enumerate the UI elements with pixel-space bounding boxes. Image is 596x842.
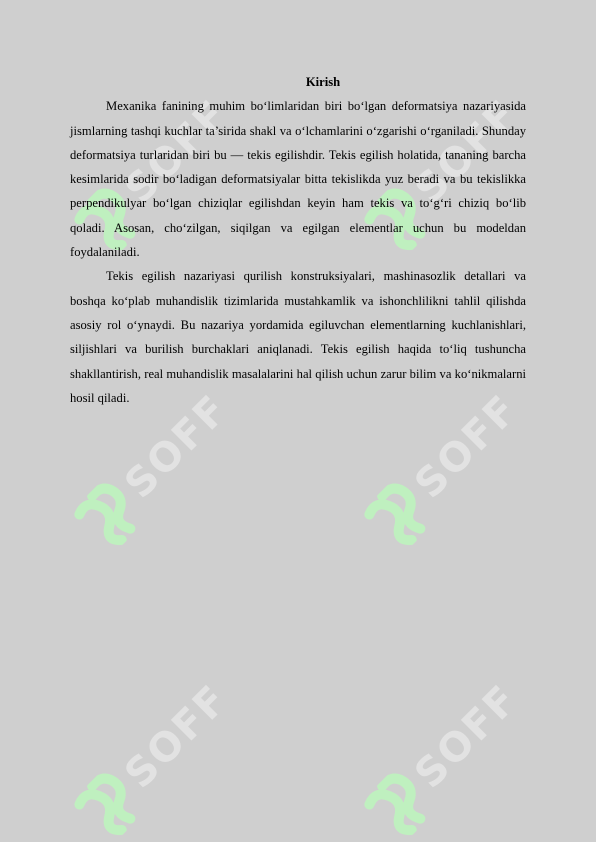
watermark-text: SOFF — [116, 91, 238, 213]
document-body — [70, 70, 526, 410]
paragraph: Mexanika fanining muhim bo‘limlaridan biri bo‘lgan deformatsiya nazariyasida jismlarning tashqi kuchlar ta’sirida shakl va o‘lchamlarini o‘zgarishi o‘rganiladi. Shunday deformatsiya turlaridan biri bu — tekis egilishdir. Tekis egilish holatida, tananing barcha kesimlarida sodir bo‘ladigan deformatsiyalar bitta tekislikda yuz beradi va bu tekislikka perpendikulyar bo‘lgan chiziqlar egilishdan keyin ham tekis va to‘g‘ri chiziq bo‘lib qoladi. Asosan, cho‘zilgan, siqilgan va egilgan elementlar uchun bu modeldan foydalaniladi. — [70, 99, 526, 260]
soff-logo-icon — [358, 765, 440, 842]
watermark — [47, 642, 273, 842]
paragraph: Tekis egilish nazariyasi qurilish konstruksiyalari, mashinasozlik detallari va boshqa ko‘plab muhandislik tizimlarida mustahkamlik va ishonchlilikni tahlil qilishda asosiy rol o‘ynaydi. Bu nazariya yordamida egiluvchan elementlarning kuchlanishlari, siljishlari va burilish burchaklari aniqlanadi. Tekis egilish haqida to‘liq tushuncha shakllantirish, real muhandislik masalalarini hal qilish uchun zarur bilim va ko‘nikmalarni hosil qiladi. — [70, 269, 526, 405]
watermark-text: SOFF — [116, 676, 238, 798]
page-title: Kirish — [305, 75, 341, 89]
soff-logo-icon — [68, 765, 150, 842]
soff-logo-icon — [68, 475, 150, 557]
soff-logo-icon — [358, 475, 440, 557]
watermark — [337, 642, 563, 842]
watermark-text: SOFF — [406, 676, 528, 798]
watermark-text: SOFF — [406, 91, 528, 213]
watermark-text: SOFF — [116, 386, 238, 508]
watermark-text: SOFF — [406, 386, 528, 508]
